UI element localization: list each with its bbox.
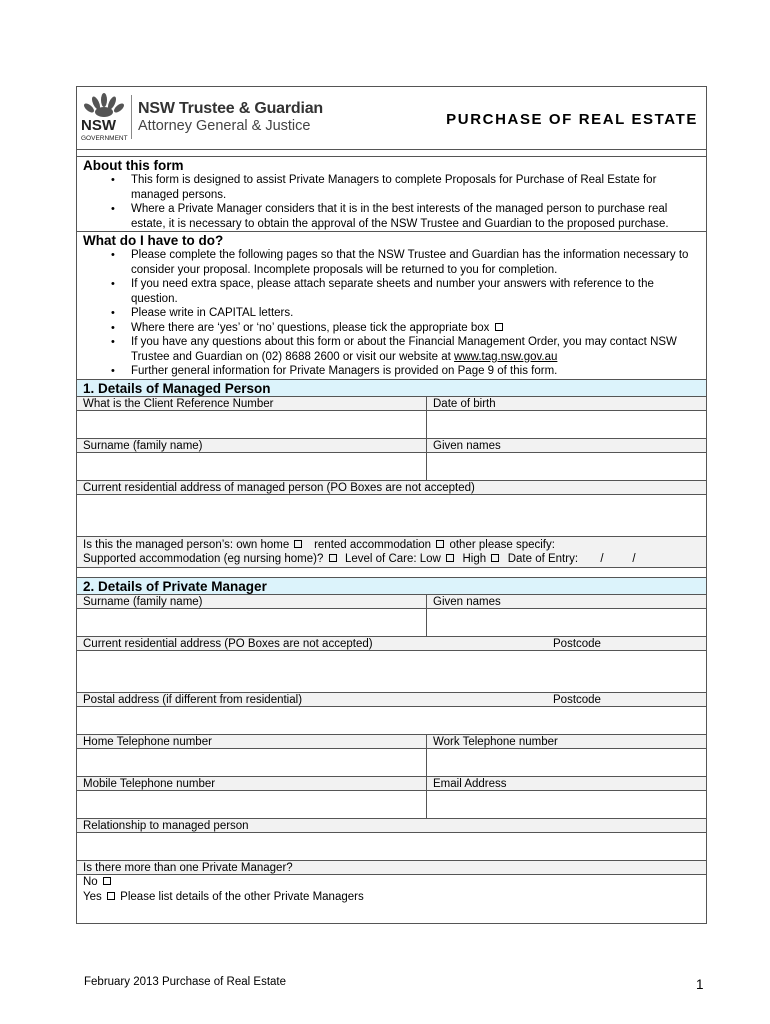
pm-postal-address-field[interactable] (77, 707, 706, 734)
logo-nsw-text: NSW (81, 117, 116, 134)
pm-given-field[interactable] (427, 609, 706, 636)
table-row (77, 439, 706, 453)
about-list (83, 173, 702, 231)
own-home-checkbox[interactable] (294, 540, 302, 548)
accommodation-question (77, 537, 706, 567)
pm-surname-field[interactable] (77, 609, 427, 636)
date-separator: / (632, 552, 636, 565)
pm-res-address-field[interactable] (77, 651, 706, 692)
pm-res-address-label (77, 637, 706, 650)
email-field[interactable] (427, 791, 706, 818)
mp-address-label: Current residential address of managed person (PO Boxes are not accepted) (83, 481, 475, 494)
section1-heading: 1. Details of Managed Person (77, 380, 706, 397)
relationship-label: Relationship to managed person (83, 819, 249, 832)
mobile-label: Mobile Telephone number (77, 777, 427, 790)
header-gap (77, 150, 706, 157)
table-row (77, 453, 706, 481)
home-q-rented: rented accommodation (314, 538, 432, 551)
table-row (77, 397, 706, 411)
list-item (131, 335, 702, 364)
todo-list (83, 248, 702, 379)
about-section (77, 157, 706, 232)
logo-line2: Attorney General & Justice (138, 118, 311, 134)
table-row (77, 537, 706, 568)
care-high-checkbox[interactable] (491, 554, 499, 562)
todo-heading: What do I have to do? (83, 233, 224, 248)
client-ref-label: What is the Client Reference Number (77, 397, 427, 410)
list-item: • Where a Private Manager considers that it is in the best interests of the managed person to purchase real estate, it is necessary to obtain the approval of the NSW Trustee and Guardian to the proposed purchase. (131, 202, 702, 231)
mp-surname-label: Surname (family name) (77, 439, 427, 452)
care-high-label: High (462, 552, 487, 565)
rented-checkbox[interactable] (436, 540, 444, 548)
list-item (131, 321, 702, 336)
table-row (77, 693, 706, 707)
todo-section (77, 232, 706, 380)
pm-surname-label: Surname (family name) (77, 595, 427, 608)
yes-checkbox[interactable] (107, 892, 115, 900)
list-item: • If you need extra space, please attach separate sheets and number your answers with reference to the question. (131, 277, 702, 306)
table-row (77, 749, 706, 777)
res-address-text: Current residential address (PO Boxes are not accepted) (83, 637, 373, 650)
mp-surname-field[interactable] (77, 453, 427, 480)
postcode-label: Postcode (553, 637, 601, 650)
page-number: 1 (696, 977, 704, 992)
website-link[interactable]: www.tag.nsw.gov.au (454, 350, 558, 363)
yes-label: Yes (83, 890, 102, 903)
document-title: PURCHASE OF REAL ESTATE (446, 111, 698, 128)
postcode-label: Postcode (553, 693, 601, 706)
no-checkbox[interactable] (103, 877, 111, 885)
table-row (77, 637, 706, 651)
nsw-trustee-logo (79, 89, 337, 145)
care-low-label: Level of Care: Low (344, 552, 441, 565)
list-item: • This form is designed to assist Private Managers to complete Proposals for Purchase of Real Estate for managed persons. (131, 173, 702, 202)
dob-label: Date of birth (433, 397, 496, 410)
table-row (77, 777, 706, 791)
table-row (77, 819, 706, 833)
home-q-supported: Supported accommodation (eg nursing home)? (83, 552, 324, 565)
pm-postal-address-label (77, 693, 706, 706)
care-low-checkbox[interactable] (446, 554, 454, 562)
checkbox-icon (495, 323, 503, 331)
table-row (77, 495, 706, 537)
table-row (77, 791, 706, 819)
mp-address-field[interactable] (77, 495, 706, 536)
client-ref-field[interactable] (77, 411, 427, 438)
date-separator: / (600, 552, 604, 565)
logo-divider (131, 95, 132, 139)
table-row (77, 609, 706, 637)
mobile-field[interactable] (77, 791, 427, 818)
work-tel-label: Work Telephone number (433, 735, 558, 748)
table-row (77, 651, 706, 693)
email-label: Email Address (433, 777, 507, 790)
table-row (77, 481, 706, 495)
waratah-logo-icon (79, 90, 129, 144)
section2-heading: 2. Details of Private Manager (77, 578, 706, 595)
home-q-other: other please specify: (449, 538, 555, 551)
form-frame (76, 86, 707, 924)
form-header (77, 87, 706, 150)
table-row (77, 595, 706, 609)
work-tel-field[interactable] (427, 749, 706, 776)
more-managers-question: Is there more than one Private Manager? (83, 861, 293, 874)
date-entry-label: Date of Entry: (507, 552, 579, 565)
table-row (77, 735, 706, 749)
mp-given-field[interactable] (427, 453, 706, 480)
supported-checkbox[interactable] (329, 554, 337, 562)
logo-line1: NSW Trustee & Guardian (138, 100, 323, 117)
postal-address-text: Postal address (if different from residential) (83, 693, 303, 706)
dob-field[interactable] (427, 411, 706, 438)
home-tel-field[interactable] (77, 749, 427, 776)
section-spacer (77, 568, 706, 578)
table-row (77, 833, 706, 861)
list-item: • Further general information for Private Managers is provided on Page 9 of this form. (131, 364, 702, 379)
yes-detail: Please list details of the other Private Managers (120, 890, 364, 903)
logo-gov-text: GOVERNMENT (81, 135, 128, 142)
about-heading: About this form (83, 158, 184, 173)
table-row (77, 861, 706, 875)
footer-text: February 2013 Purchase of Real Estate (84, 976, 287, 988)
pm-given-label: Given names (433, 595, 501, 608)
list-item: • Please write in CAPITAL letters. (131, 306, 702, 321)
list-item: • Please complete the following pages so that the NSW Trustee and Guardian has the information necessary to consider your proposal. Incomplete proposals will be returned to you for completion. (131, 248, 702, 277)
relationship-field[interactable] (77, 833, 706, 860)
table-row (77, 707, 706, 735)
home-q-own: Is this the managed person’s: own home (83, 538, 290, 551)
home-tel-label: Home Telephone number (77, 735, 427, 748)
table-row (77, 411, 706, 439)
no-label: No (83, 875, 98, 888)
more-managers-answers (77, 875, 706, 923)
mp-given-label: Given names (433, 439, 501, 452)
tick-instruction: Where there are ‘yes’ or ‘no’ questions, please tick the appropriate box (131, 321, 490, 334)
contact-text: If you have any questions about this form or about the Financial Management Order, you may contact NSW Trustee and Guardian on (02) 8688 2600 or visit our website at (131, 336, 677, 363)
